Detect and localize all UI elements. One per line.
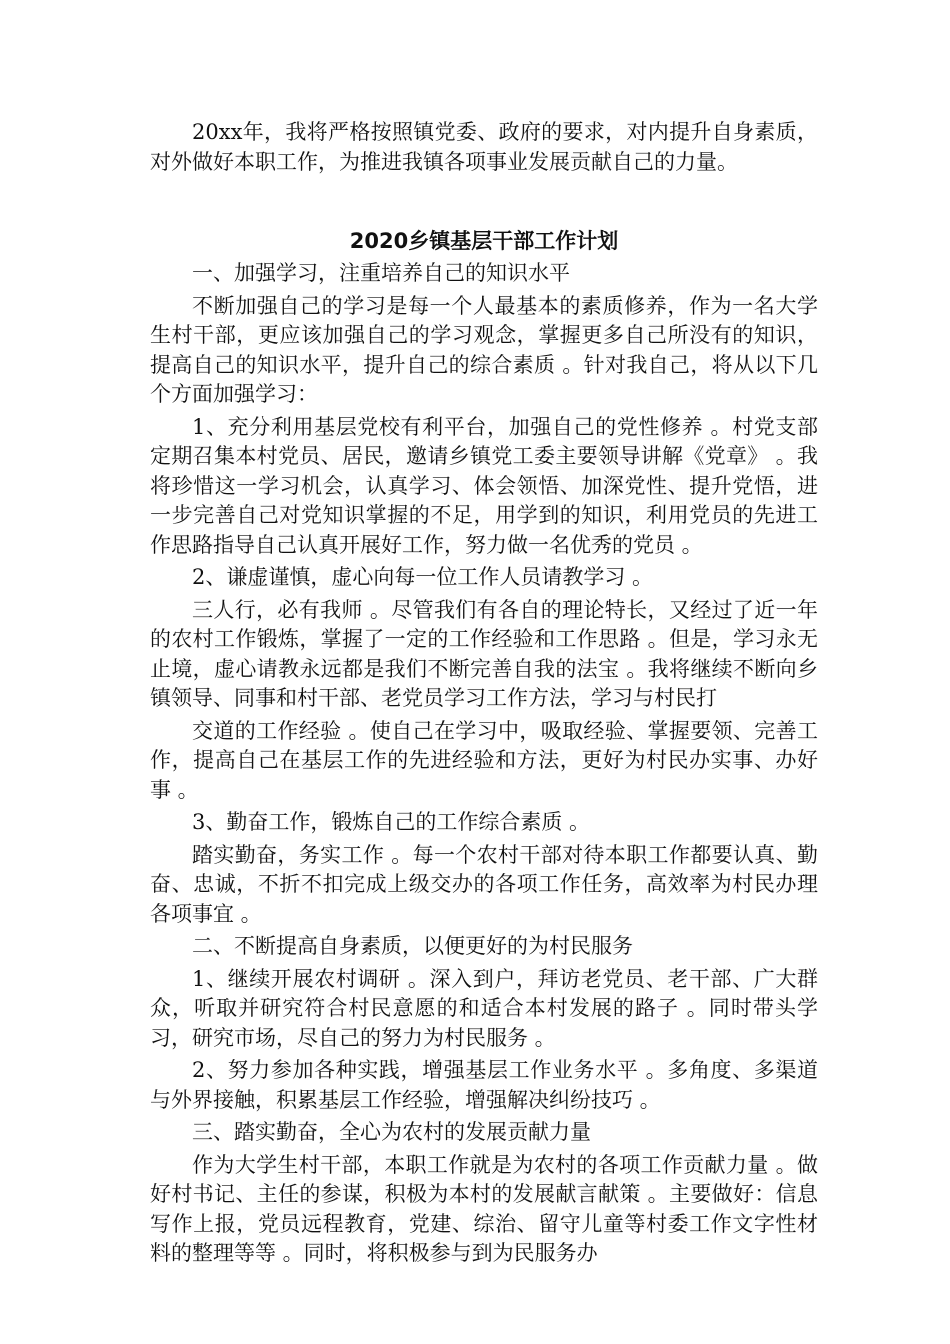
heading-1-study: 一、加强学习，注重培养自己的知识水平 — [192, 261, 570, 285]
paragraph-diligent: 踏实勤奋，务实工作 。每一个农村干部对待本职工作都要认真、勤奋、忠诚，不折不扣完成上级交办的各项工作任务，高效率为村民办理各项事宜 。 — [150, 842, 818, 926]
document-title: 2020乡镇基层干部工作计划 — [349, 229, 619, 253]
paragraph-contribute: 作为大学生村干部，本职工作就是为农村的各项工作贡献力量 。做好村书记、主任的参谋，积极为本村的发展献言献策 。主要做好：信息写作上报，党员远程教育，党建、综治、留守儿童等村委工作文字性材料的整理等等 。同时，将积极参与到为民服务办 — [150, 1152, 818, 1265]
paragraph-research: 1、继续开展农村调研 。深入到户，拜访老党员、老干部、广大群众，听取并研究符合村民意愿的和适合本村发展的路子 。同时带头学习，研究市场，尽自己的努力为村民服务 。 — [150, 966, 818, 1050]
heading-3-contribute: 三、踏实勤奋，全心为农村的发展贡献力量 — [192, 1120, 591, 1144]
paragraph-three-people: 三人行，必有我师 。尽管我们有各自的理论特长，又经过了近一年的农村工作锻炼，掌握了一定的工作经验和工作思路 。但是，学习永无止境，虚心请教永远都是我们不断完善自我的法宝 。我将继续不断向乡镇领导、同事和村干部、老党员学习工作方法，学习与村民打 — [150, 597, 818, 710]
paragraph-practice: 2、努力参加各种实践，增强基层工作业务水平 。多角度、多渠道与外界接触，积累基层工作经验，增强解决纠纷技巧 。 — [150, 1058, 818, 1112]
paragraph-study-intro: 不断加强自己的学习是每一个人最基本的素质修养，作为一名大学生村干部，更应该加强自己的学习观念，掌握更多自己所没有的知识，提高自己的知识水平，提升自己的综合素质 。针对我自己，将从以下几个方面加强学习： — [150, 293, 818, 406]
intro-paragraph: 20xx年，我将严格按照镇党委、政府的要求，对内提升自身素质，对外做好本职工作，为推进我镇各项事业发展贡献自己的力量。 — [150, 120, 818, 174]
document-page — [150, 118, 818, 1269]
heading-2-quality: 二、不断提高自身素质，以便更好的为村民服务 — [192, 934, 633, 958]
subheading-humble: 2、谦虚谨慎，虚心向每一位工作人员请教学习 。 — [192, 565, 654, 589]
paragraph-party-school: 1、充分利用基层党校有利平台，加强自己的党性修养 。村党支部定期召集本村党员、居民，邀请乡镇党工委主要领导讲解《党章》 。我将珍惜这一学习机会，认真学习、体会领悟、加深党性、提升党悟，进一步完善自己对党知识掌握的不足，用学到的知识，利用党员的先进工作思路指导自己认真开展好工作，努力做一名优秀的党员 。 — [150, 414, 818, 557]
paragraph-experience: 交道的工作经验 。使自己在学习中，吸取经验、掌握要领、完善工作，提高自己在基层工作的先进经验和方法，更好为村民办实事、办好事 。 — [150, 718, 818, 802]
subheading-diligent: 3、勤奋工作，锻炼自己的工作综合素质 。 — [192, 810, 591, 834]
